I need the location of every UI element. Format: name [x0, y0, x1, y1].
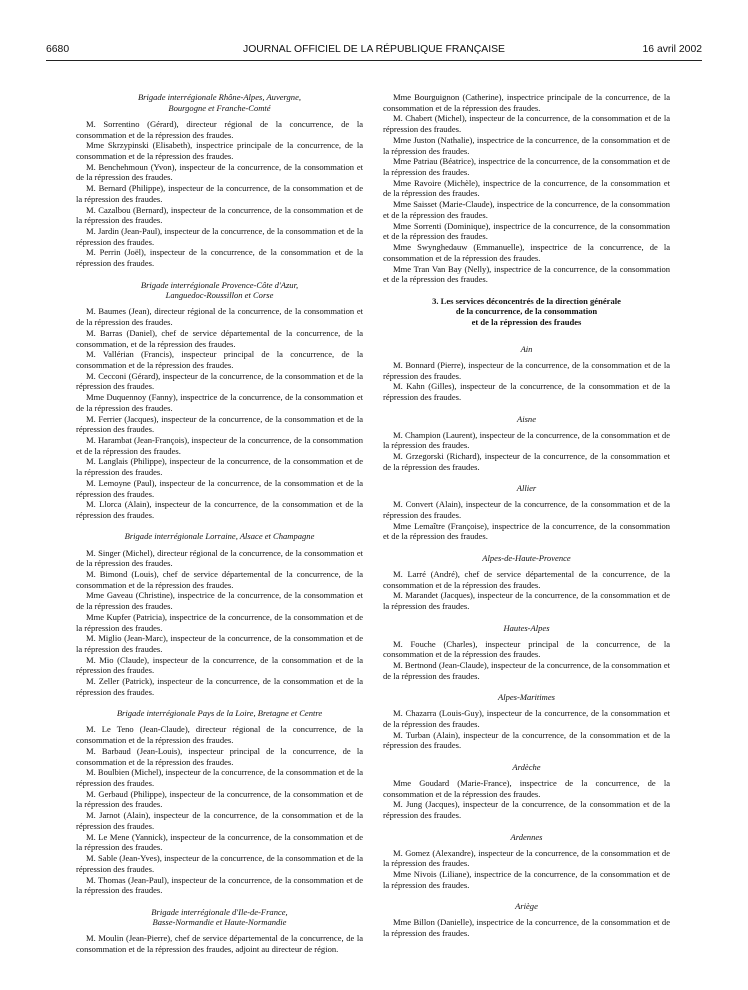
appointment-entry: M. Chabert (Michel), inspecteur de la concurrence, de la consommation et de la répression des fraudes. [383, 113, 670, 135]
appointment-entry: M. Jung (Jacques), inspecteur de la concurrence, de la consommation et de la répression des fraudes. [383, 799, 670, 821]
appointment-entry: Mme Nivois (Liliane), inspectrice de la concurrence, de la consommation et de la répression des fraudes. [383, 869, 670, 890]
appointment-entry: M. Llorca (Alain), inspecteur de la concurrence, de la consommation et de la répression des fraudes. [76, 499, 363, 521]
section-spacer [76, 269, 363, 280]
appointment-entry: M. Ferrier (Jacques), inspecteur de la concurrence, de la consommation et de la répression des fraudes. [76, 413, 363, 435]
appointment-entry: M. Kahn (Gilles), inspecteur de la concurrence, de la consommation et de la répression des fraudes. [383, 381, 670, 403]
heading-line: Ardèche [512, 761, 541, 772]
appointment-entry: Mme Kupfer (Patricia), inspectrice de la concurrence, de la consommation et de la répression des fraudes. [76, 611, 363, 633]
heading-line: de la concurrence, de la consommation [455, 306, 598, 317]
page-number: 6680 [46, 44, 70, 55]
heading-line: Ariège [515, 901, 538, 912]
appointment-entry: M. Barras (Daniel), chef de service départemental de la concurrence, de la consommation, et de la répression des fraudes. [76, 327, 363, 349]
subsection-heading [76, 907, 363, 928]
appointment-entry: M. Zeller (Patrick), inspecteur de la concurrence, de la consommation et de la répression des fraudes. [76, 676, 363, 697]
subsection-heading [76, 280, 363, 301]
appointment-entry: M. Perrin (Joël), inspecteur de la concurrence, de la consommation et de la répression des fraudes. [76, 247, 363, 269]
appointment-entry: M. Lemoyne (Paul), inspecteur de la concurrence, de la consommation et de la répression des fraudes. [76, 477, 363, 499]
appointment-entry: M. Marandet (Jacques), inspecteur de la concurrence, de la consommation et de la répression des fraudes. [383, 590, 670, 612]
appointment-entry: M. Cazalbou (Bernard), inspecteur de la concurrence, de la consommation et de la répression des fraudes. [76, 204, 363, 226]
appointment-entry: Mme Tran Van Bay (Nelly), inspectrice de la concurrence, de la consommation et de la répression des fraudes. [383, 263, 670, 285]
appointment-entry: M. Mio (Claude), inspecteur de la concurrence, de la consommation et de la répression des fraudes. [76, 654, 363, 676]
section-spacer [383, 821, 670, 832]
appointment-entry: M. Le Mene (Yannick), inspecteur de la concurrence, de la consommation et de la répression des fraudes. [76, 831, 363, 853]
header-rule [46, 60, 702, 61]
subsection-heading [76, 92, 363, 113]
subsection-heading [76, 708, 363, 719]
section-spacer [76, 698, 363, 709]
appointment-entry: M. Chazarra (Louis-Guy), inspecteur de la concurrence, de la consommation et de la répression des fraudes. [383, 708, 670, 730]
journal-title: JOURNAL OFFICIEL DE LA RÉPUBLIQUE FRANÇAISE [243, 44, 505, 55]
heading-line: Languedoc-Roussillon et Corse [165, 290, 274, 301]
appointment-entry: Mme Patriau (Béatrice), inspectrice de la concurrence, de la consommation et de la répression des fraudes. [383, 156, 670, 178]
subsection-heading [383, 483, 670, 494]
section-spacer [383, 682, 670, 693]
appointment-entry: M. Bertnond (Jean-Claude), inspecteur de la concurrence, de la consommation et de la répression des fraudes. [383, 660, 670, 681]
appointment-entry: M. Moulin (Jean-Pierre), chef de service départemental de la concurrence, de la consommation et de la répression des fraudes, adjoint au directeur de région. [76, 933, 363, 955]
appointment-entry: Mme Saisset (Marie-Claude), inspectrice de la concurrence, de la consommation et de la répression des fraudes. [383, 199, 670, 220]
section-spacer [383, 285, 670, 296]
appointment-entry: M. Grzegorski (Richard), inspecteur de la concurrence, de la consommation et de la répression des fraudes. [383, 451, 670, 472]
appointment-entry: M. Jarnot (Alain), inspecteur de la concurrence, de la consommation et de la répression des fraudes. [76, 810, 363, 831]
heading-line: Hautes-Alpes [503, 622, 550, 633]
heading-line: Brigade interrégionale Lorraine, Alsace et Champagne [124, 531, 315, 542]
section-spacer [383, 473, 670, 484]
subsection-heading [76, 531, 363, 542]
section-spacer [383, 333, 670, 344]
section-spacer [76, 896, 363, 907]
heading-line: et de la répression des fraudes [471, 317, 582, 328]
appointment-entry: Mme Duquennoy (Fanny), inspectrice de la concurrence, de la consommation et de la répression des fraudes. [76, 392, 363, 413]
page-header [46, 44, 702, 58]
section-spacer [383, 751, 670, 762]
heading-line: Allier [516, 483, 537, 494]
appointment-entry: M. Langlais (Philippe), inspecteur de la concurrence, de la consommation et de la répression des fraudes. [76, 456, 363, 478]
heading-line: Alpes-de-Haute-Provence [482, 552, 571, 563]
heading-line: Alpes-Maritimes [498, 692, 555, 703]
appointment-entry: M. Turban (Alain), inspecteur de la concurrence, de la consommation et de la répression des fraudes. [383, 729, 670, 751]
appointment-entry: M. Benchehmoun (Yvon), inspecteur de la concurrence, de la consommation et de la répression des fraudes. [76, 161, 363, 183]
heading-line: Brigade interrégionale Rhône-Alpes, Auvergne, [137, 92, 302, 102]
appointment-entry: Mme Sorrenti (Dominique), inspectrice de la concurrence, de la consommation et de la répression des fraudes. [383, 220, 670, 242]
section-spacer [383, 612, 670, 623]
appointment-entry: Mme Swynghedauw (Emmanuelle), inspectrice de la concurrence, de la consommation et de la répression des fraudes. [383, 242, 670, 263]
section-spacer [383, 891, 670, 902]
subsection-heading [383, 623, 670, 634]
subsection-heading [383, 553, 670, 564]
appointment-entry: M. Bonnard (Pierre), inspecteur de la concurrence, de la consommation et de la répression des fraudes. [383, 359, 670, 381]
appointment-entry: M. Baumes (Jean), directeur régional de la concurrence, de la consommation et de la répression des fraudes. [76, 306, 363, 328]
appointment-entry: Mme Bourguignon (Catherine), inspectrice principale de la concurrence, de la consommation et de la répression des fraudes. [383, 92, 670, 113]
section-spacer [383, 542, 670, 553]
appointment-entry: Mme Goudard (Marie-France), inspectrice de la concurrence, de la consommation et de la répression des fraudes. [383, 778, 670, 799]
appointment-entry: Mme Gaveau (Christine), inspectrice de la concurrence, de la consommation et de la répression des fraudes. [76, 590, 363, 612]
heading-line: Brigade interrégionale Provence-Côte d'Azur, [140, 279, 299, 290]
appointment-entry: M. Bimond (Louis), chef de service départemental de la concurrence, de la consommation et de la répression des fraudes. [76, 569, 363, 590]
heading-line: Bourgogne et Franche-Comté [168, 102, 271, 113]
subsection-heading [383, 832, 670, 843]
appointment-entry: M. Gomez (Alexandre), inspecteur de la concurrence, de la consommation et de la répression des fraudes. [383, 847, 670, 869]
appointment-entry: M. Le Teno (Jean-Claude), directeur régional de la concurrence, de la consommation et de la répression des fraudes. [76, 724, 363, 746]
heading-line: Ain [520, 343, 533, 354]
section-heading [383, 296, 670, 328]
section-spacer [76, 521, 363, 532]
heading-line: Brigade interrégionale d'Ile-de-France, [151, 906, 288, 917]
heading-line: Aisne [517, 413, 536, 424]
subsection-heading [383, 414, 670, 425]
appointment-entry: Mme Lemaître (Françoise), inspectrice de la concurrence, de la consommation et de la répression des fraudes. [383, 520, 670, 542]
subsection-heading [383, 344, 670, 355]
left-column [76, 92, 363, 955]
heading-line: Brigade interrégionale Pays de la Loire, Bretagne et Centre [116, 708, 323, 719]
appointment-entry: M. Cecconi (Gérard), inspecteur de la concurrence, de la consommation et de la répression des fraudes. [76, 370, 363, 392]
appointment-entry: M. Champion (Laurent), inspecteur de la concurrence, de la consommation et de la répression des fraudes. [383, 429, 670, 451]
heading-line: Ardennes [510, 831, 543, 842]
appointment-entry: M. Jardin (Jean-Paul), inspecteur de la concurrence, de la consommation et de la répression des fraudes. [76, 226, 363, 247]
subsection-heading [383, 901, 670, 912]
appointment-entry: M. Sable (Jean-Yves), inspecteur de la concurrence, de la consommation et de la répression des fraudes. [76, 853, 363, 874]
appointment-entry: M. Convert (Alain), inspecteur de la concurrence, de la consommation et de la répression des fraudes. [383, 499, 670, 521]
appointment-entry: M. Larré (André), chef de service départemental de la concurrence, de la consommation et de la répression des fraudes. [383, 568, 670, 590]
appointment-entry: M. Gerbaud (Philippe), inspecteur de la concurrence, de la consommation et de la répression des fraudes. [76, 788, 363, 810]
appointment-entry: M. Sorrentino (Gérard), directeur régional de la concurrence, de la consommation et de la répression des fraudes. [76, 118, 363, 140]
appointment-entry: M. Miglio (Jean-Marc), inspecteur de la concurrence, de la consommation et de la répression des fraudes. [76, 633, 363, 655]
appointment-entry: Mme Billon (Danielle), inspectrice de la concurrence, de la consommation et de la répression des fraudes. [383, 917, 670, 939]
appointment-entry: M. Barbaud (Jean-Louis), inspecteur principal de la concurrence, de la consommation et de la répression des fraudes. [76, 745, 363, 767]
appointment-entry: M. Thomas (Jean-Paul), inspecteur de la concurrence, de la consommation et de la répression des fraudes. [76, 874, 363, 896]
appointment-entry: Mme Skrzypinski (Elisabeth), inspectrice principale de la concurrence, de la consommation et de la répression des fraudes. [76, 140, 363, 161]
heading-line: Basse-Normandie et Haute-Normandie [152, 917, 287, 928]
subsection-heading [383, 762, 670, 773]
appointment-entry: M. Boulbien (Michel), inspecteur de la concurrence, de la consommation et de la répression des fraudes. [76, 767, 363, 789]
subsection-heading [383, 692, 670, 703]
right-column [383, 92, 670, 939]
appointment-entry: M. Vallérian (Francis), inspecteur principal de la concurrence, de la consommation et de la répression des fraudes. [76, 349, 363, 370]
appointment-entry: Mme Ravoire (Michèle), inspectrice de la concurrence, de la consommation et de la répression des fraudes. [383, 177, 670, 199]
heading-line: 3. Les services déconcentrés de la direction générale [432, 295, 621, 306]
appointment-entry: M. Singer (Michel), directeur régional de la concurrence, de la consommation et de la répression des fraudes. [76, 547, 363, 569]
publication-date: 16 avril 2002 [642, 44, 702, 55]
appointment-entry: M. Bernard (Philippe), inspecteur de la concurrence, de la consommation et de la répression des fraudes. [76, 183, 363, 204]
appointment-entry: M. Fouche (Charles), inspecteur principal de la concurrence, de la consommation et de la répression des fraudes. [383, 638, 670, 660]
appointment-entry: M. Harambat (Jean-François), inspecteur de la concurrence, de la consommation et de la répression des fraudes. [76, 435, 363, 456]
section-spacer [383, 403, 670, 414]
appointment-entry: Mme Juston (Nathalie), inspectrice de la concurrence, de la consommation et de la répression des fraudes. [383, 134, 670, 156]
